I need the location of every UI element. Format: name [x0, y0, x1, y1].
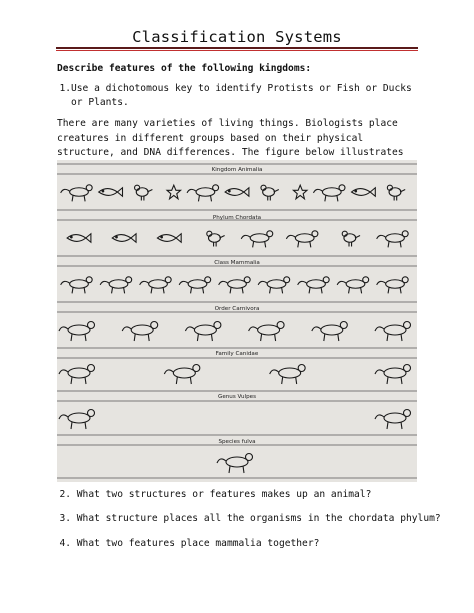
animal-sketch [140, 277, 172, 294]
animal-sketch [298, 277, 330, 294]
band-label-phylum: Phylum Chordata [212, 215, 262, 221]
animal-sketch [157, 234, 181, 243]
animal-sketch [293, 185, 307, 199]
animal-sketch [258, 277, 290, 294]
animal-sketch [67, 234, 91, 243]
page-title: Classification Systems [132, 28, 342, 46]
animal-sketch [219, 277, 251, 294]
animal-sketch [377, 231, 409, 248]
animal-sketch [167, 185, 181, 199]
band-label-species: Species fulva [218, 439, 256, 445]
band-label-class: Class Mammalia [214, 260, 260, 266]
question-1-number: 1. [59, 83, 71, 94]
question-3-text: What structure places all the organisms in the chordata phylum? [76, 513, 441, 524]
animal-sketch [387, 185, 405, 200]
animal-sketch [377, 277, 409, 294]
animal-sketch [179, 277, 211, 294]
classification-figure [57, 160, 417, 482]
animal-sketch [261, 185, 279, 200]
animal-sketch [135, 185, 153, 200]
animal-sketch [352, 188, 376, 197]
question-4-number: 4. [59, 538, 71, 549]
question-2-text: What two structures or features makes up an animal? [76, 489, 372, 500]
animal-sketch [185, 322, 221, 342]
title-divider [56, 47, 418, 49]
animal-sketch [241, 231, 273, 248]
title-divider-accent [56, 50, 418, 51]
animal-sketch [342, 231, 360, 246]
animal-sketch [59, 365, 95, 385]
band-label-kingdom: Kingdom Animalia [211, 167, 263, 173]
animal-sketch [164, 365, 199, 385]
animal-sketch [187, 185, 219, 202]
section-heading: Describe features of the following kingdoms: [57, 63, 312, 74]
animal-sketch [207, 231, 225, 246]
animal-sketch [112, 234, 136, 243]
animal-sketch [59, 322, 95, 342]
question-1-text: Use a dichotomous key to identify Protists or Fish or Ducks or Plants. [71, 83, 412, 108]
band-label-genus: Genus Vulpes [217, 394, 256, 400]
question-3-number: 3. [59, 513, 71, 524]
animal-sketch [337, 277, 369, 294]
animal-sketch [61, 277, 93, 294]
animal-sketch [249, 322, 285, 342]
animal-sketch [313, 185, 345, 202]
animal-sketch [225, 188, 249, 197]
animal-sketch [375, 410, 411, 430]
animal-sketch [59, 410, 95, 430]
question-4-text: What two features place mammalia together? [76, 538, 320, 549]
intro-paragraph: There are many varieties of living things. Biologists place creatures in different groups based on their physical structure, and DNA differences. The figure below illustrates [57, 118, 404, 159]
animal-sketch [375, 365, 411, 385]
animal-sketch [61, 185, 93, 202]
question-3 [57, 513, 441, 524]
band-label-order: Order Carnivora [214, 306, 260, 312]
question-2-number: 2. [59, 489, 71, 500]
animal-sketch [270, 365, 306, 385]
animal-sketch [375, 322, 411, 342]
band-label-family: Family Canidae [215, 351, 259, 357]
animal-sketch [286, 231, 318, 248]
animal-sketch [122, 322, 158, 342]
animal-sketch [99, 188, 123, 197]
animal-sketch [217, 454, 253, 474]
question-4 [57, 538, 319, 549]
classification-illustration [57, 160, 417, 482]
question-2 [57, 489, 371, 500]
animal-sketch [100, 277, 132, 294]
animal-sketch [312, 322, 348, 342]
